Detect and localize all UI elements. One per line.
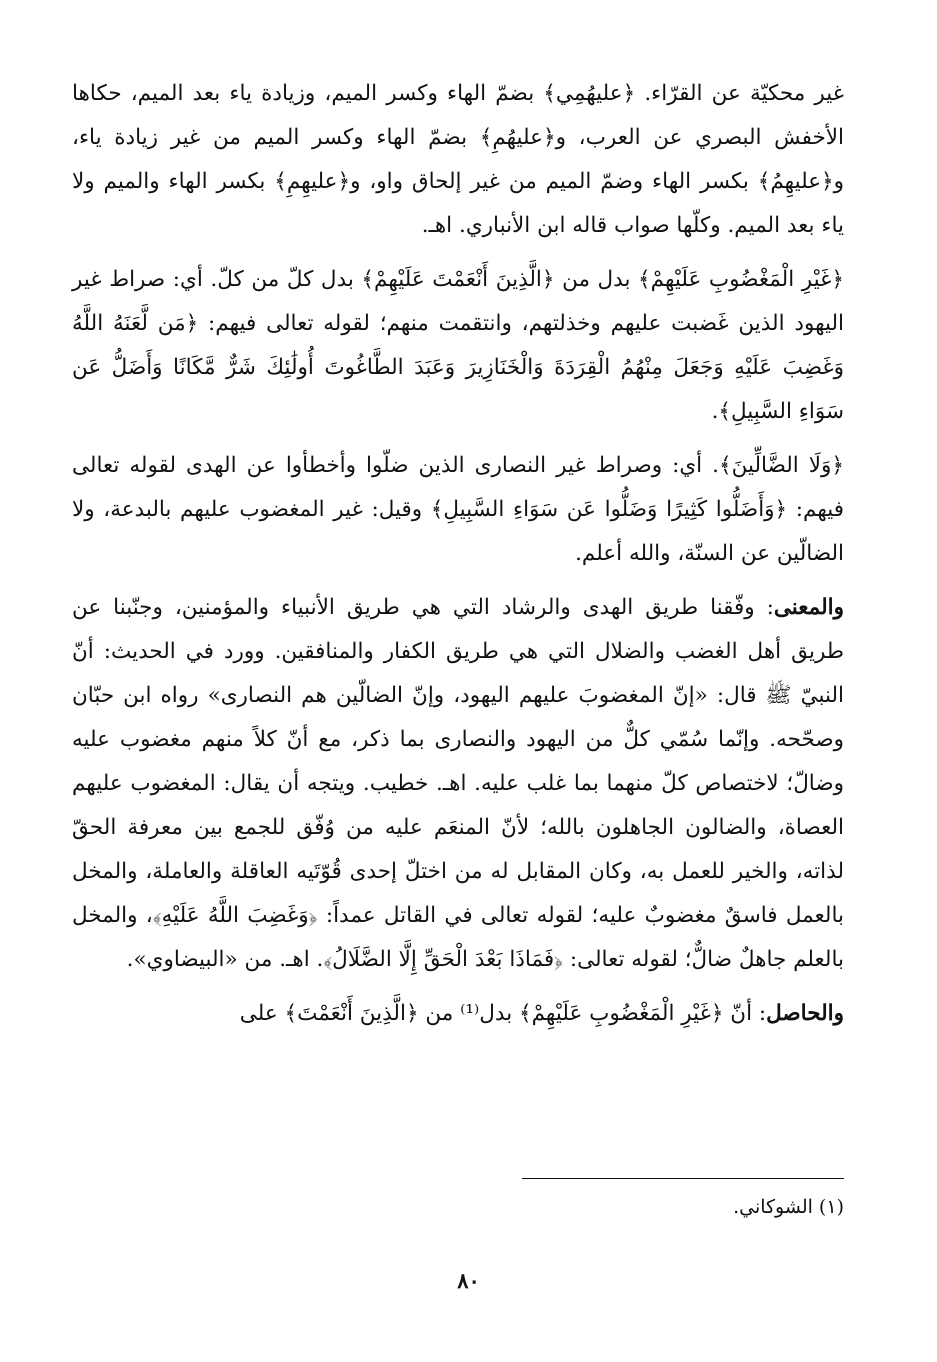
paragraph-text: ﴿وَلَا الضَّالِّينَ﴾. أي: وصراط غير النصارى الذين ضلّوا وأخطأوا عن الهدى لقوله تعالى فيهم: ﴿وَأَضَلُّوا كَثِيرًا وَضَلُّوا عَن سَوَاءِ السَّبِيلِ﴾ وقيل: غير المغضوب عليهم بالبدعة، ولا الضالّين عن السنّة، والله أعلم. xyxy=(72,453,844,566)
paragraph-al-hasil xyxy=(72,992,844,1036)
paragraph-qiraat xyxy=(72,72,844,248)
paragraph-ghayr-al-maghdub xyxy=(72,258,844,434)
paragraph-text: ﴿غَيْرِ الْمَغْضُوبِ عَلَيْهِمْ﴾ بدل من ﴿الَّذِينَ أَنْعَمْتَ عَلَيْهِمْ﴾ بدل كلّ من كلّ. أي: صراط غير اليهود الذين غَضبت عليهم وخذلتهم، وانتقمت منهم؛ لقوله تعالى فيهم: ﴿مَن لَّعَنَهُ اللَّهُ وَغَضِبَ عَلَيْهِ وَجَعَلَ مِنْهُمُ الْقِرَدَةَ وَالْخَنَازِيرَ وَعَبَدَ الطَّاغُوتَ أُولَٰئِكَ شَرٌّ مَّكَانًا وَأَضَلُّ عَن سَوَاءِ السَّبِيلِ﴾. xyxy=(72,267,844,424)
paragraph-lead: والمعنى xyxy=(773,595,844,620)
paragraph-text: غير محكيّة عن القرّاء. ﴿عليهُمِي﴾ بضمّ الهاء وكسر الميم، وزيادة ياء بعد الميم، حكاها الأخفش البصري عن العرب، و﴿عليهُمِ﴾ بضمّ الهاء وكسر الميم من غير زيادة ياء، و﴿عليهِمُ﴾ بكسر الهاء وضمّ الميم من غير إلحاق واو، و﴿عليهِمِ﴾ بكسر الهاء والميم ولا ياء بعد الميم. وكلّها صواب قاله ابن الأنباري. اهـ. xyxy=(72,81,844,238)
paragraph-lead: والحاصل xyxy=(766,1001,844,1026)
paragraph-wala-addallin xyxy=(72,444,844,576)
footnote: (١) الشوكاني. xyxy=(733,1196,844,1218)
footnote-divider xyxy=(522,1178,844,1179)
page-number: ٨٠ xyxy=(457,1268,480,1293)
paragraph-al-mana xyxy=(72,586,844,982)
paragraph-text: : وفّقنا طريق الهدى والرشاد التي هي طريق الأنبياء والمؤمنين، وجنّبنا عن طريق أهل الغضب والضلال التي هي طريق الكفار والمنافقين. وورد في الحديث: أنّ النبيّ ﷺ قال: «إنّ المغضوبَ عليهم اليهود، وإنّ الضالّين هم النصارى» رواه ابن حبّان وصحّحه. وإنّما سُمّي كلٌّ من اليهود والنصارى بما ذكر، مع أنّ كلاً منهم مغضوب عليه وضالّ؛ لاختصاص كلّ منهما بما غلب عليه. اهـ. خطيب. ويتجه أن يقال: المغضوب عليهم العصاة، والضالون الجاهلون بالله؛ لأنّ المنعَم عليه من وُفّق للجمع بين معرفة الحقّ لذاته، والخير للعمل به، وكان المقابل له من اختلّ إحدى قُوّتَيه العاقلة والعاملة، والمخل بالعمل فاسقٌ مغضوبٌ عليه؛ لقوله تعالى في القاتل عمداً: ﴿وَغَضِبَ اللَّهُ عَلَيْهِ﴾، والمخل بالعلم جاهلٌ ضالٌّ؛ لقوله تعالى: ﴿فَمَاذَا بَعْدَ الْحَقِّ إِلَّا الضَّلَالُ﴾. اهـ. من «البيضاوي». xyxy=(72,595,844,972)
paragraph-text: : أنّ ﴿غَيْرِ الْمَغْضُوبِ عَلَيْهِمْ﴾ بدل⁽¹⁾ من ﴿الَّذِينَ أَنْعَمْتَ﴾ على xyxy=(239,1001,767,1026)
page-body xyxy=(72,72,844,1046)
